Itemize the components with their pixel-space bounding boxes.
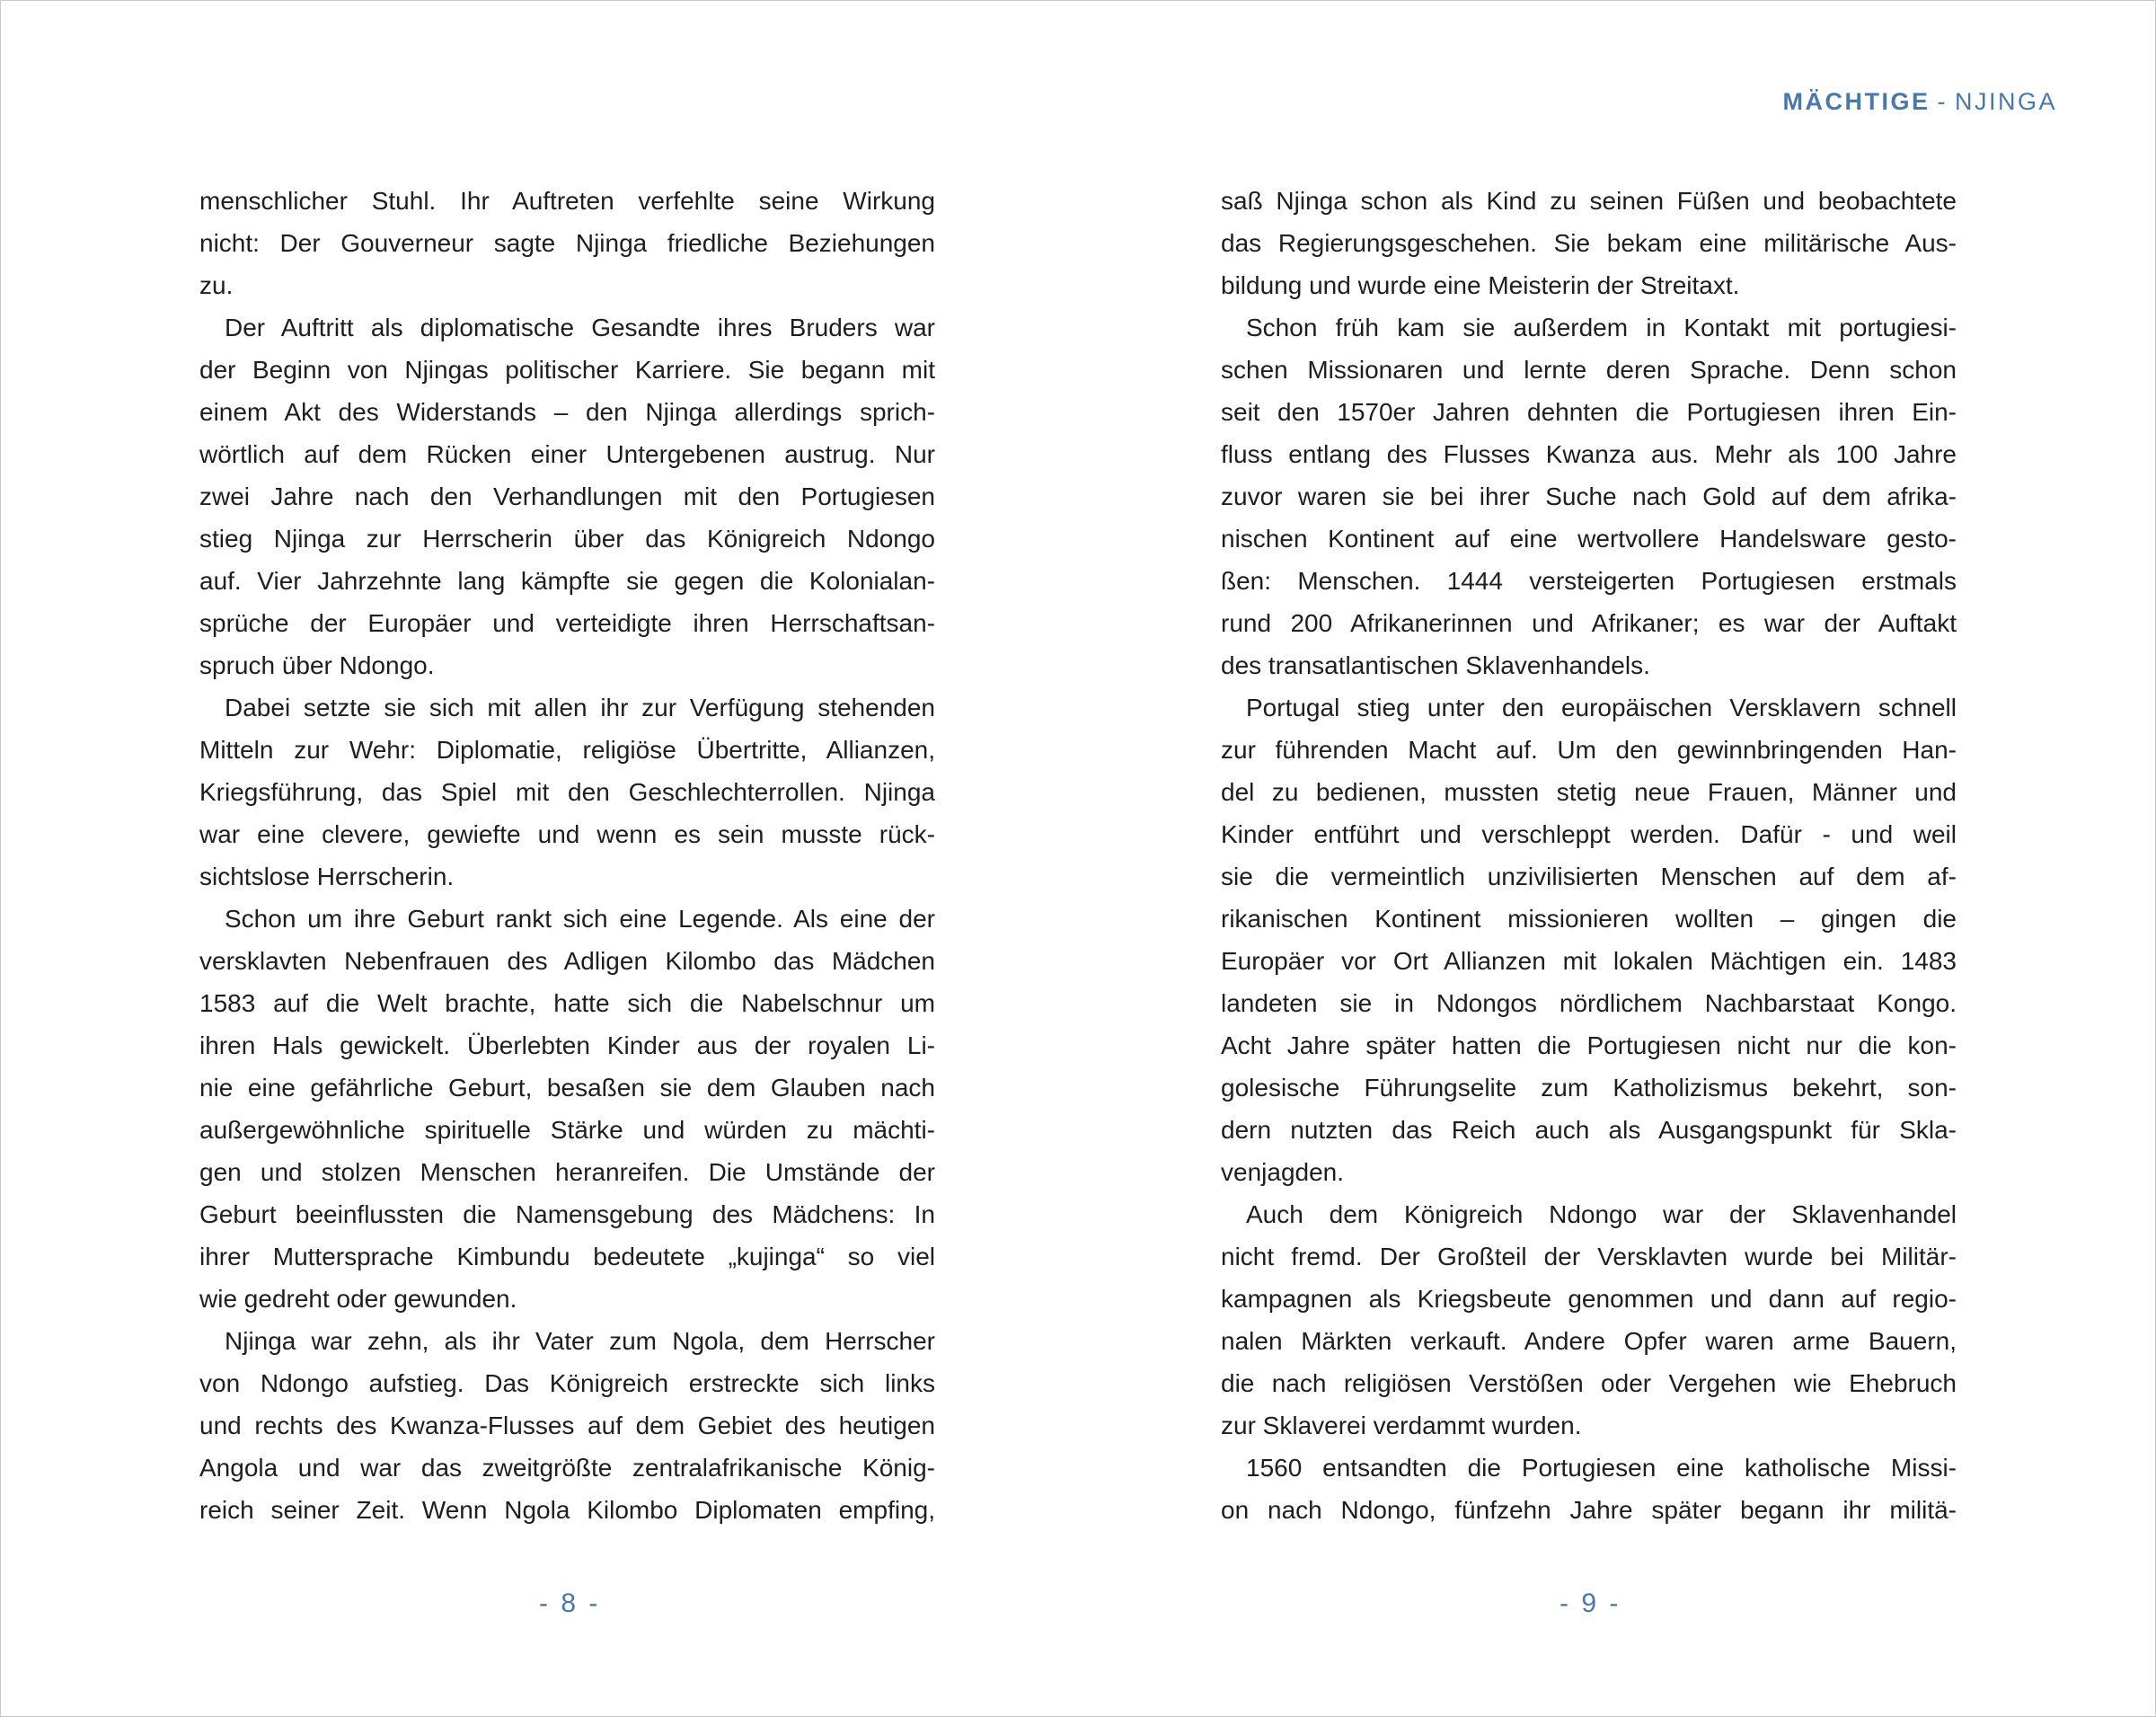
paragraph [199,306,935,686]
text-line: Portugal stieg unter den europäischen Versklavern schnell [1246,694,1957,721]
page-number-left: - 8 - [539,1589,601,1618]
text-line: auf. Vier Jahrzehnte lang kämpfte sie gegen die Kolonialan- [199,567,935,595]
text-line: gen und stolzen Menschen heranreifen. Die Umstände der [199,1158,935,1186]
text-line: spruch über Ndongo. [199,651,435,679]
left-page-body [199,180,935,1531]
text-line: rund 200 Afrikanerinnen und Afrikaner; es war der Auftakt [1221,609,1957,637]
text-line: Kinder entführt und verschleppt werden. Dafür - und weil [1221,820,1957,848]
paragraph [199,1320,935,1531]
text-line: Njinga war zehn, als ihr Vater zum Ngola, dem Herrscher [225,1327,935,1355]
text-line: wie gedreht oder gewunden. [199,1285,517,1313]
text-line: einem Akt des Widerstands – den Njinga allerdings sprich- [199,398,935,426]
text-line: Mitteln zur Wehr: Diplomatie, religiöse Übertritte, Allianzen, [199,736,935,764]
header-separator: - [1937,88,1948,115]
text-line: nie eine gefährliche Geburt, besaßen sie dem Glauben nach [199,1074,935,1102]
paragraph [199,180,935,306]
paragraph [1221,1447,1957,1531]
text-line: wörtlich auf dem Rücken einer Untergebenen austrug. Nur [199,440,935,468]
text-line: Auch dem Königreich Ndongo war der Sklavenhandel [1246,1200,1957,1228]
text-line: nischen Kontinent auf eine wertvollere Handelsware gesto- [1221,525,1957,553]
paragraph [1221,306,1957,686]
text-line: on nach Ndongo, fünfzehn Jahre später begann ihr militä- [1221,1496,1957,1524]
text-line: sprüche der Europäer und verteidigte ihren Herrschaftsan- [199,609,935,637]
text-line: dern nutzten das Reich auch als Ausgangspunkt für Skla- [1221,1116,1957,1144]
right-page-body [1221,180,1957,1531]
text-line: menschlicher Stuhl. Ihr Auftreten verfehlte seine Wirkung [199,187,935,215]
header-subtitle: NJINGA [1954,88,2057,115]
header-title: MÄCHTIGE [1782,88,1931,115]
text-line: sichtslose Herrscherin. [199,863,455,890]
text-line: del zu bedienen, mussten stetig neue Frauen, Männer und [1221,778,1957,806]
text-line: ihren Hals gewickelt. Überlebten Kinder aus der royalen Li- [199,1031,935,1059]
text-line: Geburt beeinflussten die Namensgebung des Mädchens: In [199,1200,935,1228]
text-line: nicht fremd. Der Großteil der Versklavten wurde bei Militär- [1221,1243,1957,1270]
text-line: zur Sklaverei verdammt wurden. [1221,1412,1582,1439]
text-line: die nach religiösen Verstößen oder Vergehen wie Ehebruch [1221,1369,1957,1397]
text-line: 1583 auf die Welt brachte, hatte sich die Nabelschnur um [199,989,935,1017]
text-line: 1560 entsandten die Portugiesen eine katholische Missi- [1246,1454,1957,1482]
text-line: Angola und war das zweitgrößte zentralafrikanische König- [199,1454,935,1482]
text-line: nalen Märkten verkauft. Andere Opfer waren arme Bauern, [1221,1327,1957,1355]
text-line: von Ndongo aufstieg. Das Königreich erstreckte sich links [199,1369,935,1397]
text-line: ihrer Muttersprache Kimbundu bedeutete „kujinga“ so viel [199,1243,935,1270]
text-line: Der Auftritt als diplomatische Gesandte ihres Bruders war [225,314,935,341]
text-line: und rechts des Kwanza-Flusses auf dem Gebiet des heutigen [199,1412,935,1439]
text-line: venjagden. [1221,1158,1345,1186]
text-line: bildung und wurde eine Meisterin der Streitaxt. [1221,271,1740,299]
text-line: golesische Führungselite zum Katholizismus bekehrt, son- [1221,1074,1957,1102]
text-line: stieg Njinga zur Herrscherin über das Königreich Ndongo [199,525,935,553]
text-line: saß Njinga schon als Kind zu seinen Füßen und beobachtete [1221,187,1957,215]
text-line: fluss entlang des Flusses Kwanza aus. Mehr als 100 Jahre [1221,440,1957,468]
text-line: des transatlantischen Sklavenhandels. [1221,651,1650,679]
text-line: versklavten Nebenfrauen des Adligen Kilombo das Mädchen [199,947,935,975]
text-line: der Beginn von Njingas politischer Karriere. Sie begann mit [199,356,935,384]
page-number-right: - 9 - [1560,1589,1621,1618]
text-line: schen Missionaren und lernte deren Sprache. Denn schon [1221,356,1957,384]
text-line: Kriegsführung, das Spiel mit den Geschlechterrollen. Njinga [199,778,935,806]
text-line: Dabei setzte sie sich mit allen ihr zur Verfügung stehenden [225,694,935,721]
text-line: reich seiner Zeit. Wenn Ngola Kilombo Diplomaten empfing, [199,1496,935,1524]
text-line: das Regierungsgeschehen. Sie bekam eine militärische Aus- [1221,229,1957,257]
paragraph [1221,1193,1957,1447]
running-header [1782,88,2057,116]
paragraph [1221,686,1957,1193]
paragraph [1221,180,1957,306]
text-line: sie die vermeintlich unzivilisierten Menschen auf dem af- [1221,863,1957,890]
text-line: zuvor waren sie bei ihrer Suche nach Gold auf dem afrika- [1221,482,1957,510]
text-line: zu. [199,271,234,299]
text-line: ßen: Menschen. 1444 versteigerten Portugiesen erstmals [1221,567,1957,595]
text-line: zwei Jahre nach den Verhandlungen mit den Portugiesen [199,482,935,510]
text-line: Acht Jahre später hatten die Portugiesen nicht nur die kon- [1221,1031,1957,1059]
text-line: war eine clevere, gewiefte und wenn es sein musste rück- [199,820,935,848]
text-line: seit den 1570er Jahren dehnten die Portugiesen ihren Ein- [1221,398,1957,426]
text-line: außergewöhnliche spirituelle Stärke und würden zu mächti- [199,1116,935,1144]
text-line: nicht: Der Gouverneur sagte Njinga friedliche Beziehungen [199,229,935,257]
paragraph [199,686,935,898]
text-line: kampagnen als Kriegsbeute genommen und dann auf regio- [1221,1285,1957,1313]
text-line: Schon früh kam sie außerdem in Kontakt mit portugiesi- [1246,314,1957,341]
text-line: landeten sie in Ndongos nördlichem Nachbarstaat Kongo. [1221,989,1957,1017]
text-line: Europäer vor Ort Allianzen mit lokalen Mächtigen ein. 1483 [1221,947,1957,975]
text-line: Schon um ihre Geburt rankt sich eine Legende. Als eine der [225,905,935,933]
text-line: zur führenden Macht auf. Um den gewinnbringenden Han- [1221,736,1957,764]
text-line: rikanischen Kontinent missionieren wollten – gingen die [1221,905,1957,933]
paragraph [199,898,935,1320]
